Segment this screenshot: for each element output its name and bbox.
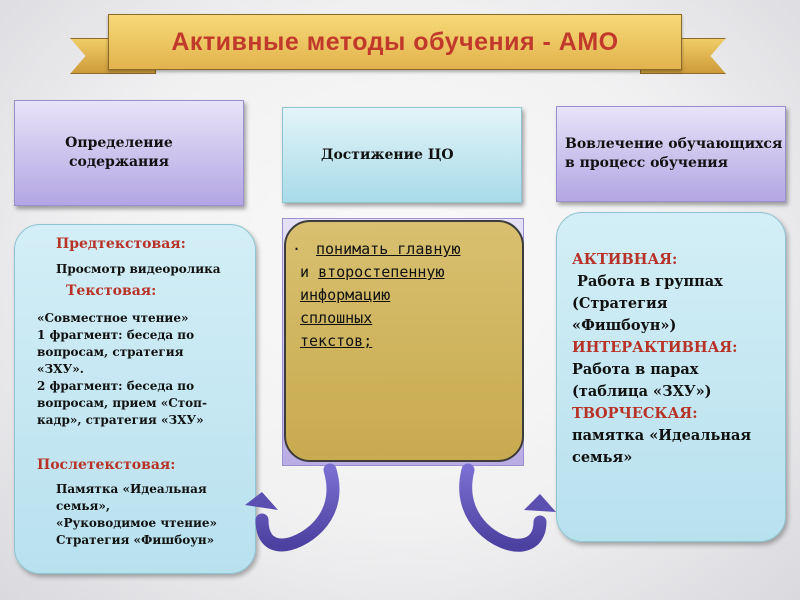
interactive-heading: ИНТЕРАКТИВНАЯ: (572, 339, 738, 356)
goal-line: и второстепенную (300, 263, 445, 281)
creative-heading: ТВОРЧЕСКАЯ: (572, 405, 698, 422)
active-heading: АКТИВНАЯ: (572, 251, 678, 268)
left-curved-arrow-icon (245, 470, 333, 545)
post-text-line: Памятка «Идеальная (56, 482, 207, 496)
goal-line: информацию (300, 286, 391, 304)
post-text-line: Стратегия «Фишбоун» (56, 533, 215, 547)
post-text-line: семья», (56, 499, 111, 513)
active-line: (Стратегия (572, 295, 668, 312)
post-text-heading: Послетекстовая: (37, 457, 176, 473)
creative-line: семья» (572, 449, 633, 466)
active-line: «Фишбоун») (572, 317, 677, 334)
text-stage-line: вопросам, прием «Стоп- (37, 396, 207, 410)
text-stage-line: «ЗХУ». (37, 362, 84, 376)
right-curved-arrow-icon (466, 470, 556, 545)
active-line: Работа в группах (572, 273, 723, 290)
text-stage-line: кадр», стратегия «ЗХУ» (37, 413, 204, 427)
text-stage-line: «Совместное чтение» (37, 311, 189, 325)
goal-line: текстов; (300, 332, 373, 350)
bullet-icon: · (292, 240, 302, 258)
interactive-line: (таблица «ЗХУ») (572, 383, 712, 400)
text-stage-heading: Текстовая: (66, 283, 157, 299)
post-text-line: «Руководимое чтение» (56, 516, 218, 530)
header-right-label: Вовлечение обучающихся в процесс обучения (565, 136, 783, 171)
text-stage-line: вопросам, стратегия (37, 345, 184, 359)
header-left-label: Определение содержания (65, 135, 173, 170)
goal-line: понимать главную (316, 240, 461, 258)
interactive-line: Работа в парах (572, 361, 699, 378)
creative-line: памятка «Идеальная (572, 427, 752, 444)
page-title: Активные методы обучения - АМО (171, 28, 619, 56)
text-stage-line: 2 фрагмент: беседа по (37, 379, 195, 393)
pre-text-heading: Предтекстовая: (56, 236, 186, 252)
header-middle-label: Достижение ЦО (321, 146, 454, 163)
goal-line: сплошных (300, 309, 373, 327)
text-stage-line: 1 фрагмент: беседа по (37, 328, 195, 342)
pre-text-item: Просмотр видеоролика (56, 262, 221, 276)
